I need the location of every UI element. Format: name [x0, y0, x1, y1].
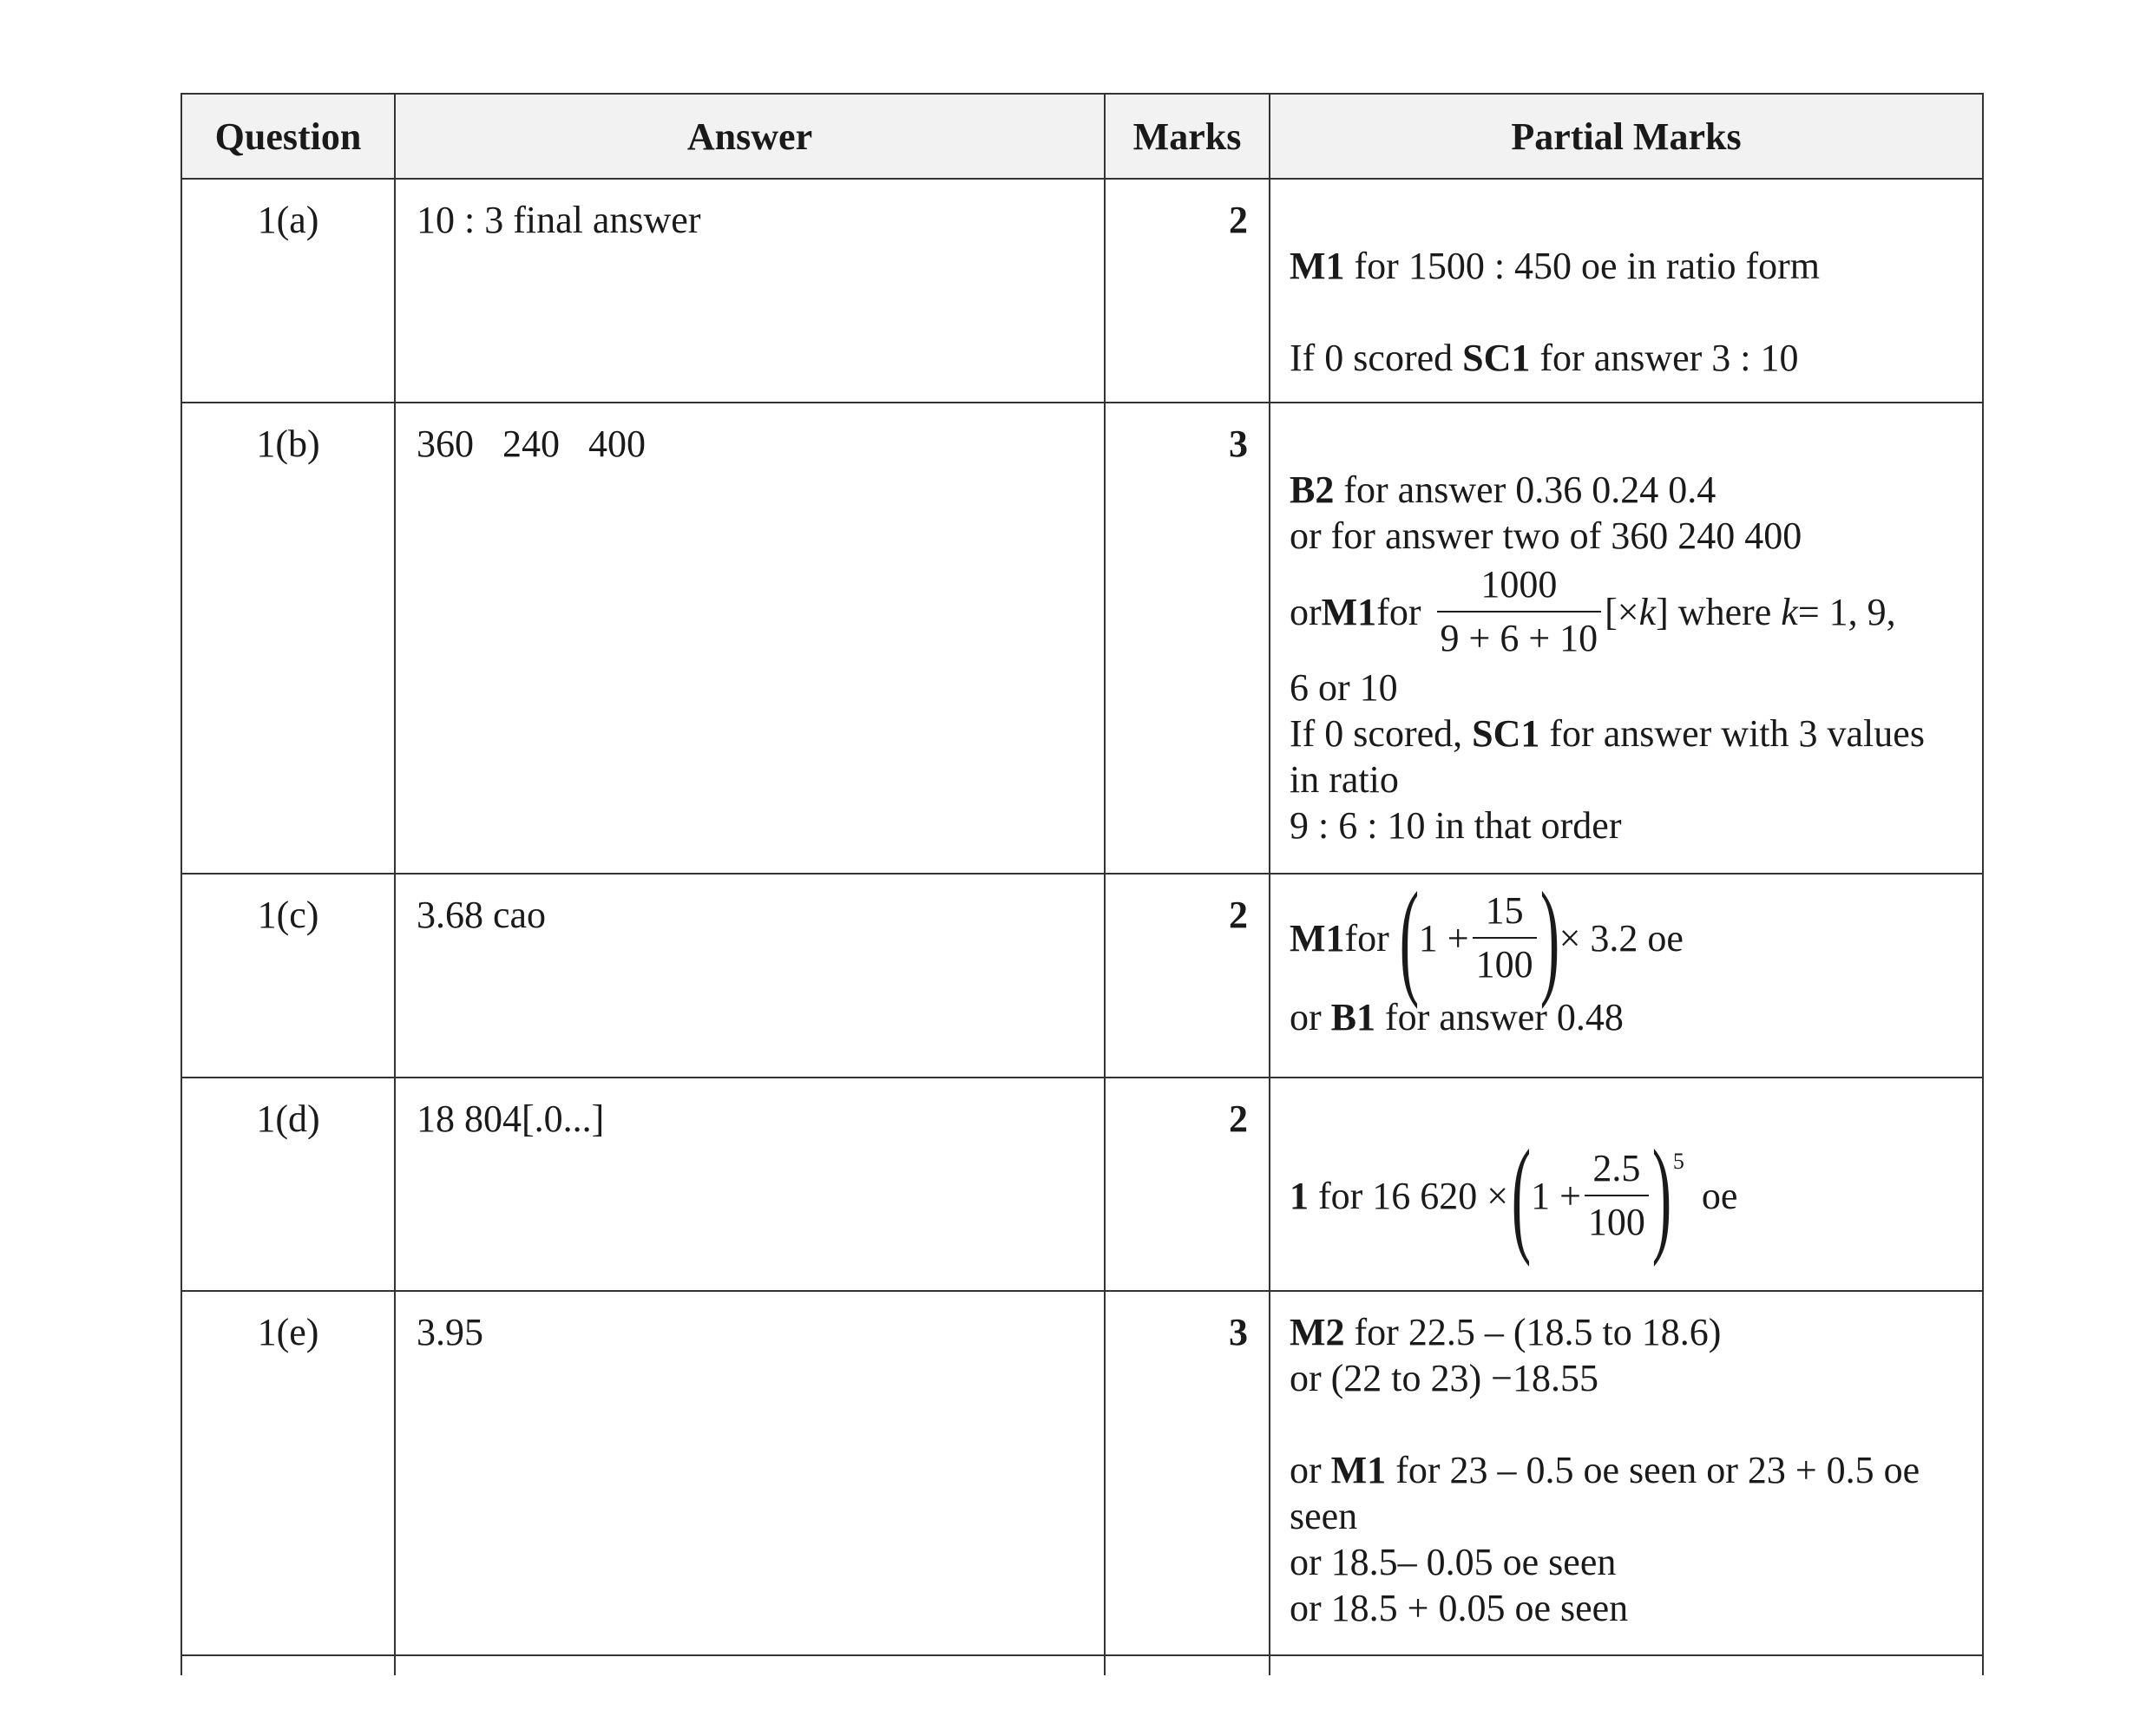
marks-cell: 2	[1105, 179, 1270, 403]
partial-line: 6 or 10	[1290, 666, 1398, 709]
left-paren: (	[1511, 1123, 1532, 1268]
partial-line-fraction: or M1 for $\frac{1000}{9 + 6 + 10}$ [× k ] where k = 1, 9,	[1290, 559, 1961, 665]
partial-line-fraction: 1 for 16 620 × ( 1 + $\frac{2.5}{100}$ ) 5 oe	[1290, 1123, 1738, 1268]
table-row-truncated	[181, 1655, 1983, 1675]
answer-cell: 3.68 cao	[395, 874, 1105, 1078]
table-row	[181, 1078, 1983, 1291]
marks-cell: 3	[1105, 1291, 1270, 1655]
partial-marks-cell	[1270, 866, 1983, 1078]
header-question: Question	[181, 94, 395, 179]
partial-line: or B1 for answer 0.48	[1290, 996, 1624, 1038]
answer-cell: 10 : 3 final answer	[395, 179, 1105, 403]
partial-line: M1 for 1500 : 450 oe in ratio form	[1290, 245, 1820, 287]
fraction: $\frac{1000}{9 + 6 + 10}$	[1437, 559, 1602, 665]
question-cell: 1(b)	[181, 403, 395, 874]
partial-line: or 18.5 + 0.05 oe seen	[1290, 1587, 1629, 1629]
partial-line: or for answer two of 360 240 400	[1290, 514, 1802, 557]
question-cell: 1(e)	[181, 1291, 395, 1655]
table-row	[181, 874, 1983, 1078]
question-cell: 1(d)	[181, 1078, 395, 1291]
answer-cell: 18 804[.0...]	[395, 1078, 1105, 1291]
header-marks: Marks	[1105, 94, 1270, 179]
table-row	[181, 1291, 1983, 1655]
answer-cell: 3.95	[395, 1291, 1105, 1655]
marks-cell: 3	[1105, 403, 1270, 874]
table-row	[181, 403, 1983, 874]
partial-line: If 0 scored, SC1 for answer with 3 values	[1290, 712, 1925, 755]
exponent: 5	[1672, 1148, 1684, 1174]
partial-marks-cell	[1270, 403, 1983, 874]
table-row	[181, 179, 1983, 403]
partial-line-fraction: M1 for ( 1 + $\frac{15}{100}$ ) × 3.2 oe	[1290, 866, 1684, 1010]
header-answer: Answer	[395, 94, 1105, 179]
marks-cell: 2	[1105, 1078, 1270, 1291]
partial-line: If 0 scored SC1 for answer 3 : 10	[1290, 337, 1799, 379]
partial-line: or M1 for 23 – 0.5 oe seen or 23 + 0.5 oe	[1290, 1449, 1920, 1491]
question-cell: 1(a)	[181, 179, 395, 403]
partial-marks-cell	[1270, 1291, 1983, 1655]
left-paren: (	[1399, 866, 1420, 1010]
right-paren: )	[1651, 1123, 1672, 1268]
partial-line: or 18.5– 0.05 oe seen	[1290, 1541, 1617, 1583]
marks-cell: 2	[1105, 874, 1270, 1078]
partial-line: seen	[1290, 1495, 1358, 1537]
answer-cell: 360 240 400	[395, 403, 1105, 874]
partial-line: B2 for answer 0.36 0.24 0.4	[1290, 468, 1716, 511]
fraction: $\frac{15}{100}$	[1473, 885, 1537, 991]
header-row	[181, 94, 1983, 179]
partial-line: in ratio	[1290, 758, 1399, 801]
right-paren: )	[1539, 866, 1559, 1010]
partial-marks-cell	[1270, 179, 1983, 403]
partial-line: or (22 to 23) −18.55	[1290, 1357, 1598, 1399]
partial-line: 9 : 6 : 10 in that order	[1290, 804, 1622, 847]
question-cell: 1(c)	[181, 874, 395, 1078]
partial-line: M2 for 22.5 – (18.5 to 18.6)	[1290, 1311, 1722, 1353]
fraction: $\frac{2.5}{100}$	[1585, 1143, 1649, 1248]
header-partial-marks: Partial Marks	[1270, 94, 1983, 179]
partial-marks-cell	[1270, 1078, 1983, 1291]
mark-scheme-table	[181, 93, 1984, 1675]
